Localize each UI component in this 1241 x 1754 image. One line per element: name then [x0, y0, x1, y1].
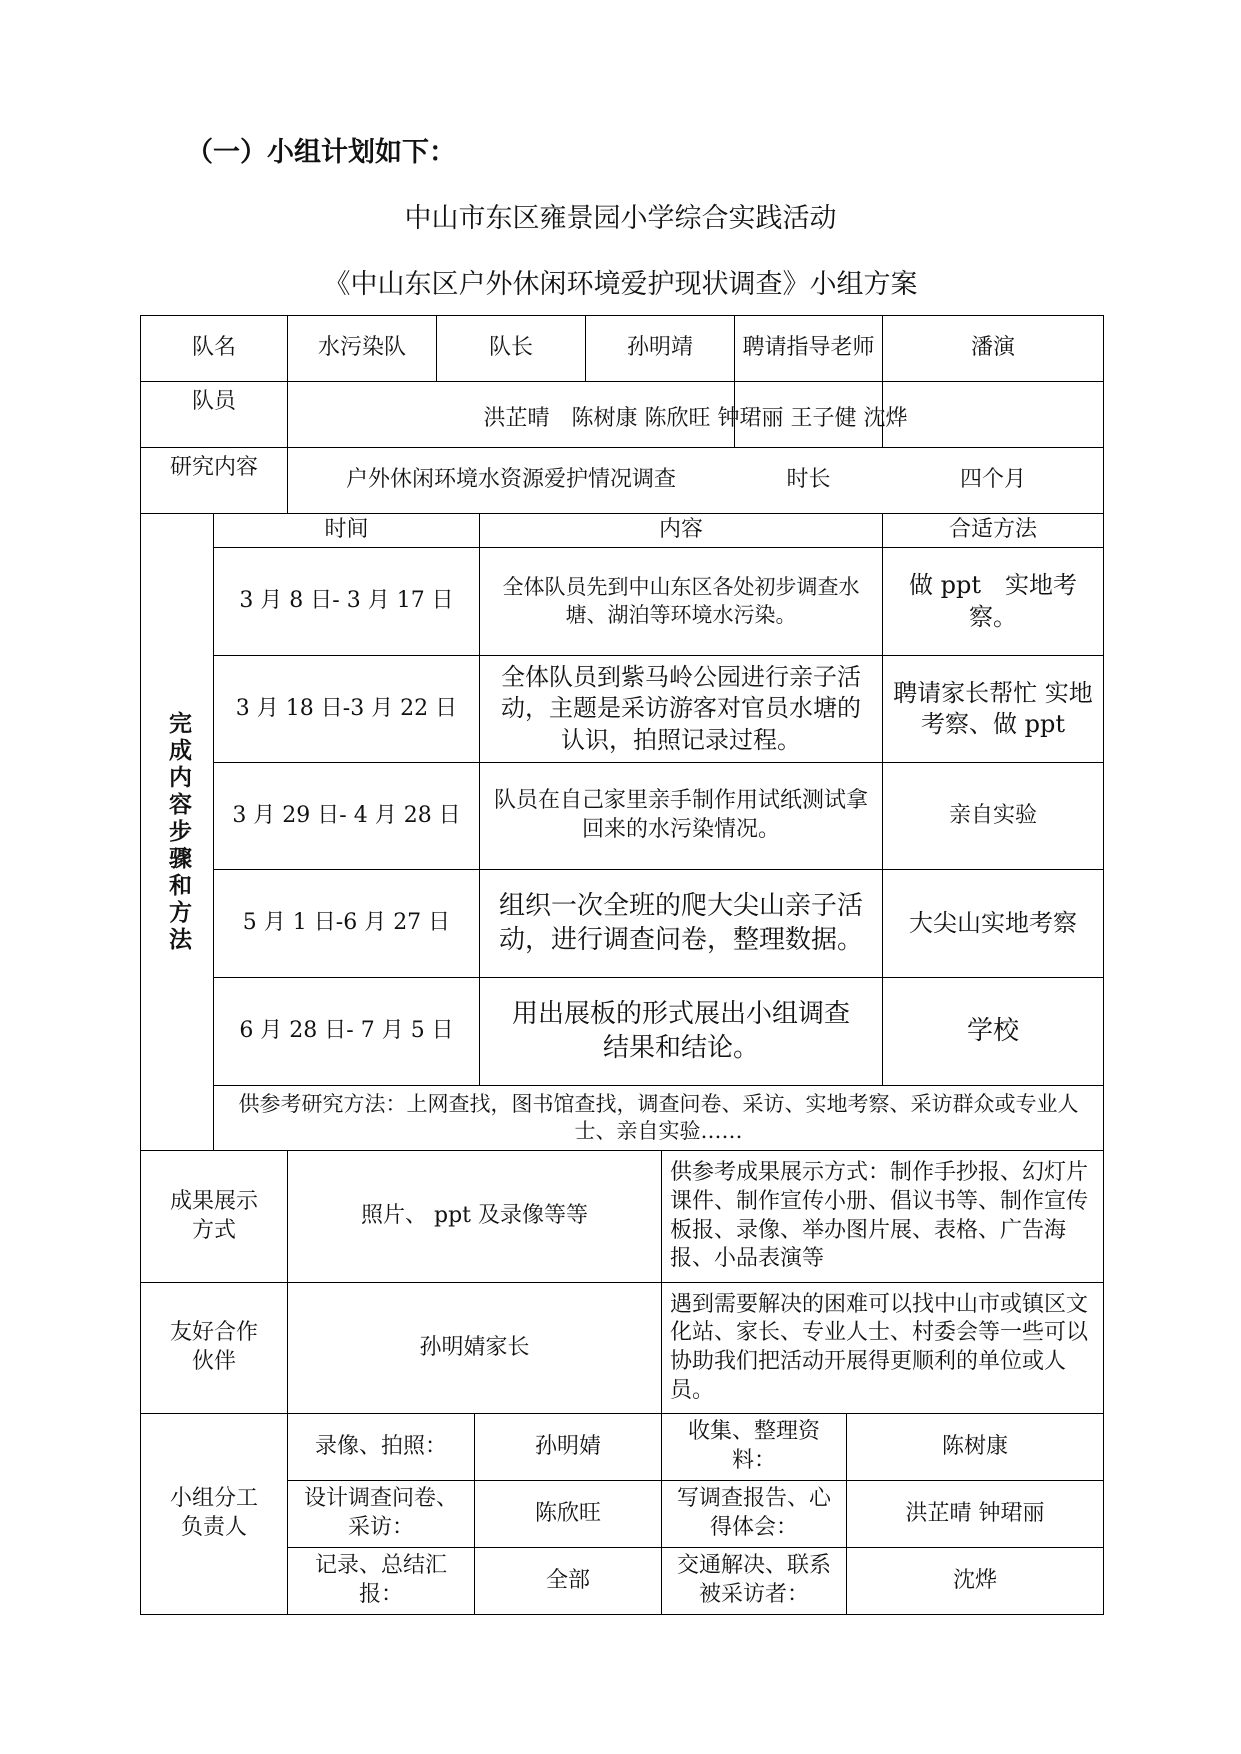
task-person: 孙明婧 — [534, 1433, 601, 1459]
partners-label: 友好合作伙伴 — [169, 1320, 258, 1374]
step-content: 组织一次全班的爬大尖山亲子活动，进行调查问卷，整理数据。 — [498, 890, 863, 955]
results-reference: 供参考成果展示方式：制作手抄报、幻灯片课件、制作宣传小册、倡议书等、制作宣传板报、录像、举办图片展、表格、广告海报、小品表演等 — [670, 1160, 1089, 1272]
partners-reference: 遇到需要解决的困难可以找中山市或镇区文化站、家长、专业人士、村委会等一些可以协助我们把活动开展得更顺利的单位或人员。 — [670, 1291, 1089, 1403]
step-method: 学校 — [966, 1015, 1019, 1046]
steps-side-label: 完成内容步骤和方法 — [164, 710, 191, 954]
step-method: 做 ppt 实地考察。 — [909, 571, 1077, 631]
division-label: 小组分工负责人 — [169, 1486, 258, 1540]
team-name-value: 水污染队 — [317, 335, 406, 361]
document-title: 中山市东区雍景园小学综合实践活动 — [404, 203, 837, 234]
task-label: 收集、整理资料： — [687, 1419, 820, 1473]
step-content: 用出展板的形式展出小组调查结果和结论。 — [511, 998, 850, 1063]
step-content: 全体队员到紫马岭公园进行亲子活动，主题是采访游客对官员水塘的认识，拍照记录过程。 — [501, 663, 861, 754]
task-person: 全部 — [545, 1567, 590, 1593]
results-value: 照片、 ppt 及录像等等 — [361, 1203, 588, 1229]
step-time: 3 月 18 日-3 月 22 日 — [235, 695, 458, 721]
col-content-header: 内容 — [658, 517, 703, 543]
step-content: 队员在自己家里亲手制作用试纸测试拿回来的水污染情况。 — [494, 788, 869, 842]
task-label: 写调查报告、心得体会： — [676, 1486, 831, 1540]
team-leader-label: 队长 — [488, 335, 533, 361]
step-time: 3 月 29 日- 4 月 28 日 — [232, 802, 461, 828]
section-heading: （一）小组计划如下： — [186, 137, 456, 168]
step-time: 3 月 8 日- 3 月 17 日 — [239, 588, 454, 614]
advisor-value: 潘演 — [970, 335, 1015, 361]
partners-value: 孙明婧家长 — [419, 1334, 530, 1360]
task-label: 交通解决、联系被采访者： — [676, 1553, 831, 1607]
members-value: 洪芷晴 陈树康 陈欣旺 钟珺丽 王子健 沈烨 — [483, 406, 908, 432]
step-time: 6 月 28 日- 7 月 5 日 — [239, 1018, 454, 1044]
research-value: 户外休闲环境水资源爱护情况调查 — [345, 467, 676, 493]
members-label: 队员 — [191, 389, 236, 414]
step-method: 亲自实验 — [948, 802, 1037, 828]
step-time: 5 月 1 日-6 月 27 日 — [242, 910, 451, 936]
task-person: 沈烨 — [952, 1567, 997, 1593]
task-label: 设计调查问卷、采访： — [303, 1486, 458, 1540]
document-subtitle: 《中山东区户外休闲环境爱护现状调查》小组方案 — [323, 269, 918, 300]
col-time-header: 时间 — [324, 517, 369, 543]
task-person: 洪芷晴 钟珺丽 — [905, 1500, 1045, 1526]
advisor-label: 聘请指导老师 — [742, 335, 875, 361]
duration-value: 四个月 — [959, 467, 1026, 493]
results-label: 成果展示方式 — [169, 1188, 258, 1243]
research-methods-reference: 供参考研究方法：上网查找，图书馆查找，调查问卷、采访、实地考察、采访群众或专业人士、亲自实验…… — [238, 1091, 1079, 1143]
team-leader-value: 孙明靖 — [626, 335, 693, 361]
task-label: 录像、拍照： — [314, 1433, 447, 1459]
research-label: 研究内容 — [169, 455, 258, 480]
team-name-label: 队名 — [191, 335, 236, 361]
task-person: 陈欣旺 — [534, 1500, 601, 1526]
step-method: 聘请家长帮忙 实地考察、做 ppt — [893, 678, 1093, 738]
col-method-header: 合适方法 — [948, 517, 1037, 543]
step-content: 全体队员先到中山东区各处初步调查水塘、湖泊等环境水污染。 — [502, 575, 860, 627]
task-person: 陈树康 — [941, 1433, 1008, 1459]
duration-label: 时长 — [786, 467, 831, 493]
step-method: 大尖山实地考察 — [909, 908, 1077, 937]
task-label: 记录、总结汇报： — [314, 1553, 447, 1607]
